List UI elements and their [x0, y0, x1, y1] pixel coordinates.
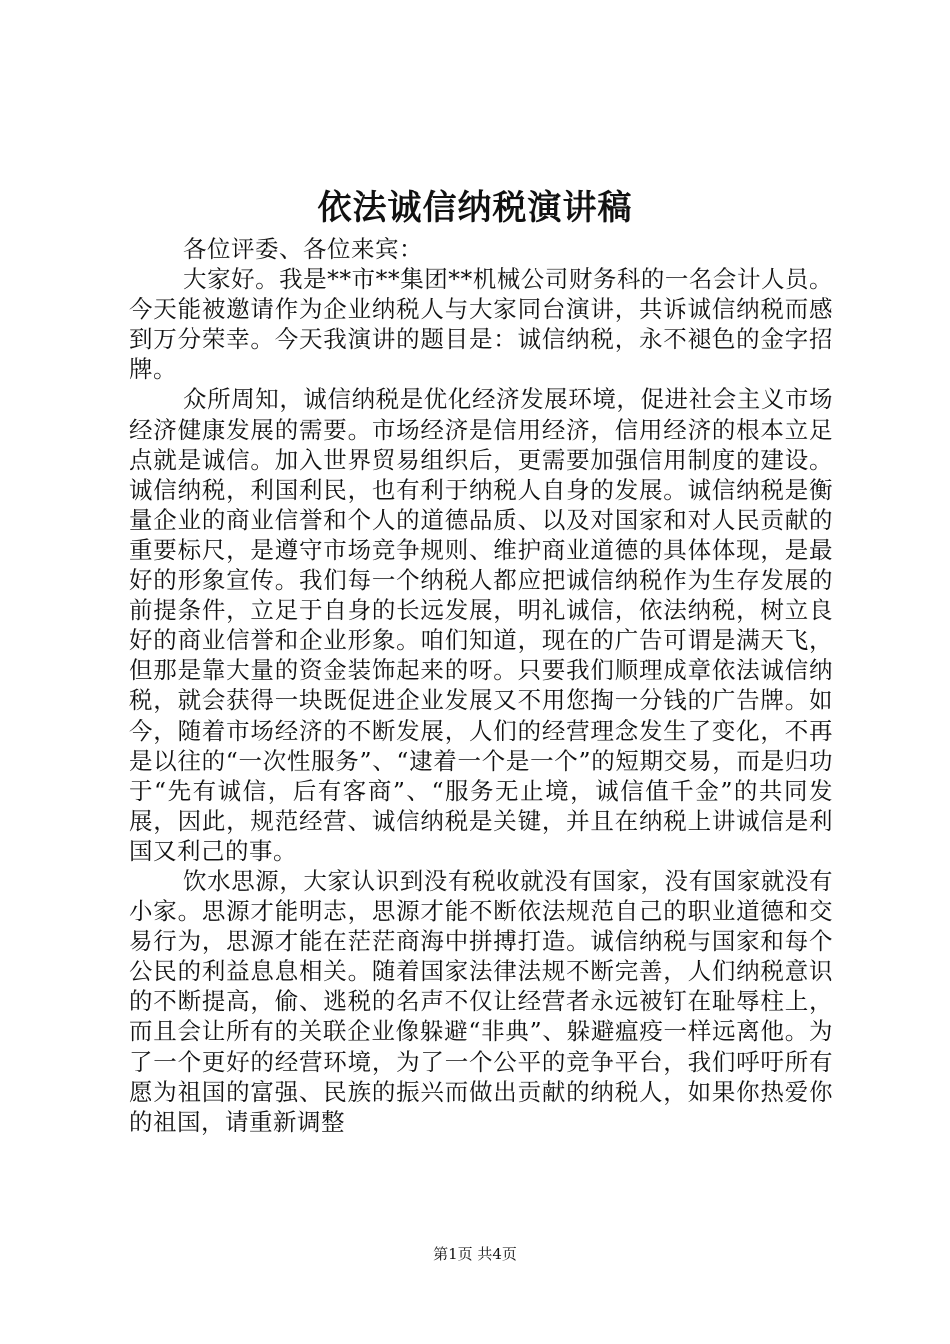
paragraph-importance: 众所周知，诚信纳税是优化经济发展环境，促进社会主义市场经济健康发展的需要。市场经济是信用经济，信用经济的根本立足点就是诚信。加入世界贸易组织后，更需要加强信用制度的建设。诚信纳税，利国利民，也有利于纳税人自身的发展。诚信纳税是衡量企业的商业信誉和个人的道德品质、以及对国家和对人民贡献的重要标尺，是遵守市场竞争规则、维护商业道德的具体体现，是最好的形象宣传。我们每一个纳税人都应把诚信纳税作为生存发展的前提条件，立足于自身的长远发展，明礼诚信，依法纳税，树立良好的商业信誉和企业形象。咱们知道，现在的广告可谓是满天飞，但那是靠大量的资金装饰起来的呀。只要我们顺理成章依法诚信纳税，就会获得一块既促进企业发展又不用您掏一分钱的广告牌。如今，随着市场经济的不断发展，人们的经营理念发生了变化，不再是以往的“一次性服务”、“逮着一个是一个”的短期交易，而是归功于“先有诚信，后有客商”、“服务无止境，诚信值千金”的共同发展，因此，规范经营、诚信纳税是关键，并且在纳税上讲诚信是利国又利己的事。: [129, 385, 833, 865]
salutation: 各位评委、各位来宾：: [183, 235, 424, 263]
paragraph-intro: 大家好。我是**市**集团**机械公司财务科的一名会计人员。今天能被邀请作为企业纳税人与大家同台演讲，共诉诚信纳税而感到万分荣幸。今天我演讲的题目是：诚信纳税，永不褪色的金字招牌。: [129, 265, 833, 384]
document-title: 依法诚信纳税演讲稿: [317, 188, 633, 228]
page-footer: 第1页 共4页: [433, 1245, 517, 1263]
document-body: [129, 234, 833, 1137]
paragraph-origin: 饮水思源，大家认识到没有税收就没有国家，没有国家就没有小家。思源才能明志，思源才能不断依法规范自己的职业道德和交易行为，思源才能在茫茫商海中拼搏打造。诚信纳税与国家和每个公民的利益息息相关。随着国家法律法规不断完善，人们纳税意识的不断提高，偷、逃税的名声不仅让经营者永远被钉在耻辱柱上，而且会让所有的关联企业像躲避“非典”、躲避瘟疫一样远离他。为了一个更好的经营环境，为了一个公平的竞争平台，我们呼吁所有愿为祖国的富强、民族的振兴而做出贡献的纳税人，如果你热爱你的祖国，请重新调整: [129, 866, 833, 1136]
